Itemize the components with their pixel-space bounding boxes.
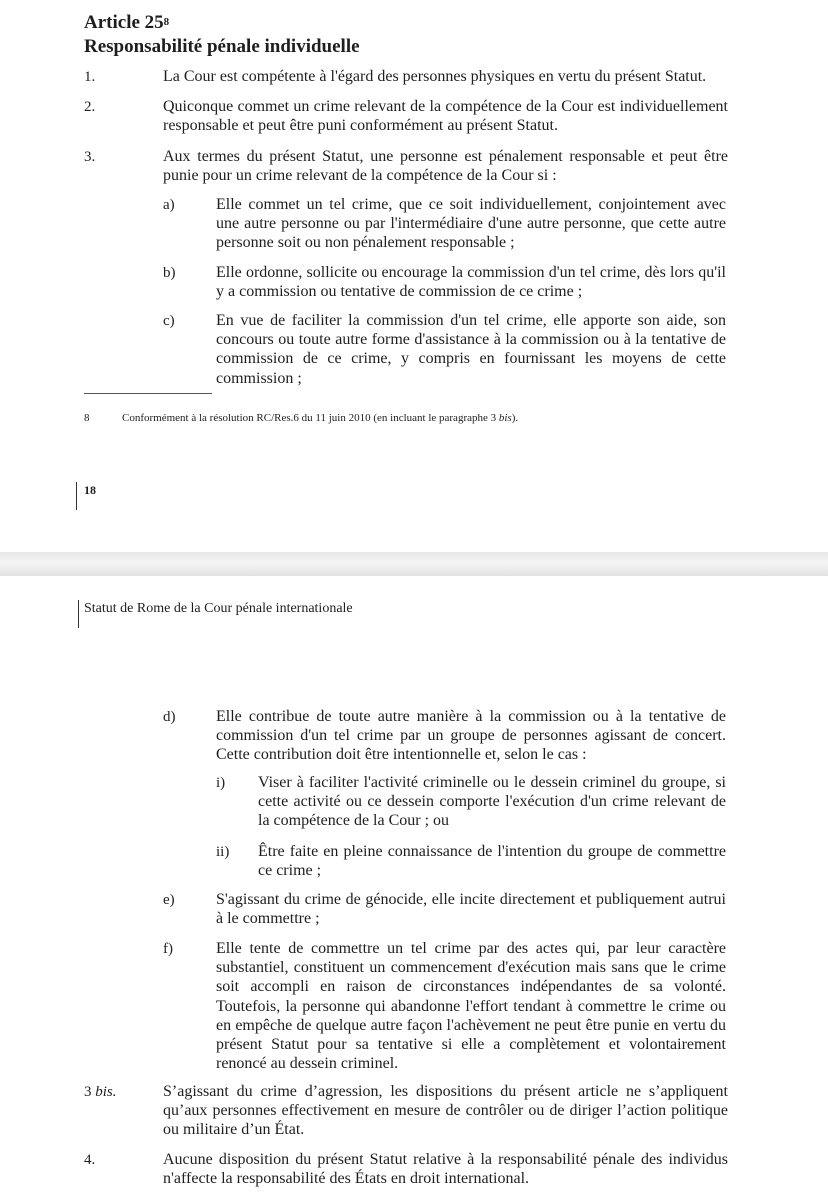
subparagraph-letter: b) xyxy=(163,265,176,281)
paragraph-3-text: Aux termes du présent Statut, une personne est pénalement responsable et peut être punie pour un crime relevant de la compétence de la Cour si : xyxy=(163,148,728,185)
subparagraph-a-text: Elle commet un tel crime, que ce soit individuellement, conjointement avec une autre personne ou par l'intermédiaire d'une autre personne, que cette autre personne soit ou non pénalement responsable ; xyxy=(216,196,726,252)
subparagraph-d-ii-text: Être faite en pleine connaissance de l'intention du groupe de commettre ce crime ; xyxy=(258,843,726,880)
article-title: Article $25^8$ xyxy=(84,12,170,33)
footnote-separator xyxy=(84,393,212,394)
footnote-reference[interactable]: 8 xyxy=(163,16,170,28)
article-subtitle: Responsabilité pénale individuelle xyxy=(84,36,360,57)
page-19 xyxy=(0,576,828,1200)
page-separator xyxy=(0,552,828,576)
page-18 xyxy=(0,0,828,552)
paragraph-number: 4. xyxy=(84,1152,96,1168)
subparagraph-letter: d) xyxy=(163,709,176,725)
subparagraph-letter: f) xyxy=(163,941,173,957)
paragraph-3bis-text: S’agissant du crime d’agression, les dispositions du présent article ne s’appliquent qu’aux personnes effectivement en mesure de contrôler ou de diriger l’action politique ou militaire d’un État. xyxy=(163,1083,728,1139)
subparagraph-letter: a) xyxy=(163,197,175,213)
running-header-rule xyxy=(78,600,79,628)
subparagraph-d-i-text: Viser à faciliter l'activité criminelle ou le dessein criminel du groupe, si cette activité ou ce dessein comporte l'exécution d'un crime relevant de la compétence de la Cour ; ou xyxy=(258,774,726,830)
subparagraph-letter: e) xyxy=(163,892,175,908)
paragraph-number: 1. xyxy=(84,69,96,85)
page-number: 18 xyxy=(84,483,96,497)
paragraph-4-text: Aucune disposition du présent Statut relative à la responsabilité pénale des individus n'affecte la responsabilité des États en droit international. xyxy=(163,1151,728,1188)
page-number-rule xyxy=(76,482,77,510)
subparagraph-b-text: Elle ordonne, sollicite ou encourage la commission d'un tel crime, dès lors qu'il y a commission ou tentative de commission de ce crime ; xyxy=(216,264,726,301)
footnote-number: 8 xyxy=(84,412,90,424)
subparagraph-d-text: Elle contribue de toute autre manière à la commission ou à la tentative de commission d'un tel crime par un groupe de personnes agissant de concert. Cette contribution doit être intentionnelle et, selon le cas : xyxy=(216,708,726,764)
paragraph-1-text: La Cour est compétente à l'égard des personnes physiques en vertu du présent Statut. xyxy=(163,68,707,85)
subparagraph-roman: i) xyxy=(216,775,226,791)
footnote-text: Conformément à la résolution RC/Res.6 du 11 juin 2010 (en incluant le paragraphe 3 bis). xyxy=(122,412,519,424)
running-header: Statut de Rome de la Cour pénale internationale xyxy=(84,601,353,616)
subparagraph-letter: c) xyxy=(163,313,175,329)
subparagraph-c-text: En vue de faciliter la commission d'un tel crime, elle apporte son aide, son concours ou toute autre forme d'assistance à la commission ou à la tentative de commission de ce crime, y compris en fournissant les moyens de cette commission ; xyxy=(216,312,726,387)
paragraph-number: 3 bis. xyxy=(84,1084,117,1100)
subparagraph-e-text: S'agissant du crime de génocide, elle incite directement et publiquement autrui à le commettre ; xyxy=(216,891,726,928)
subparagraph-roman: ii) xyxy=(216,844,230,860)
paragraph-number: 3. xyxy=(84,149,96,165)
paragraph-2-text: Quiconque commet un crime relevant de la compétence de la Cour est individuellement responsable et peut être puni conformément au présent Statut. xyxy=(163,98,728,135)
subparagraph-f-text: Elle tente de commettre un tel crime par des actes qui, par leur caractère substantiel, constituent un commencement d'exécution mais sans que le crime soit accompli en raison de circonstances indépendantes de sa volonté. Toutefois, la personne qui abandonne l'effort tendant à commettre le crime ou en empêche de quelque autre façon l'achèvement ne peut être punie en vertu du présent Statut pour sa tentative si elle a complètement et volontairement renoncé au dessein criminel. xyxy=(216,940,726,1073)
paragraph-number: 2. xyxy=(84,99,96,115)
